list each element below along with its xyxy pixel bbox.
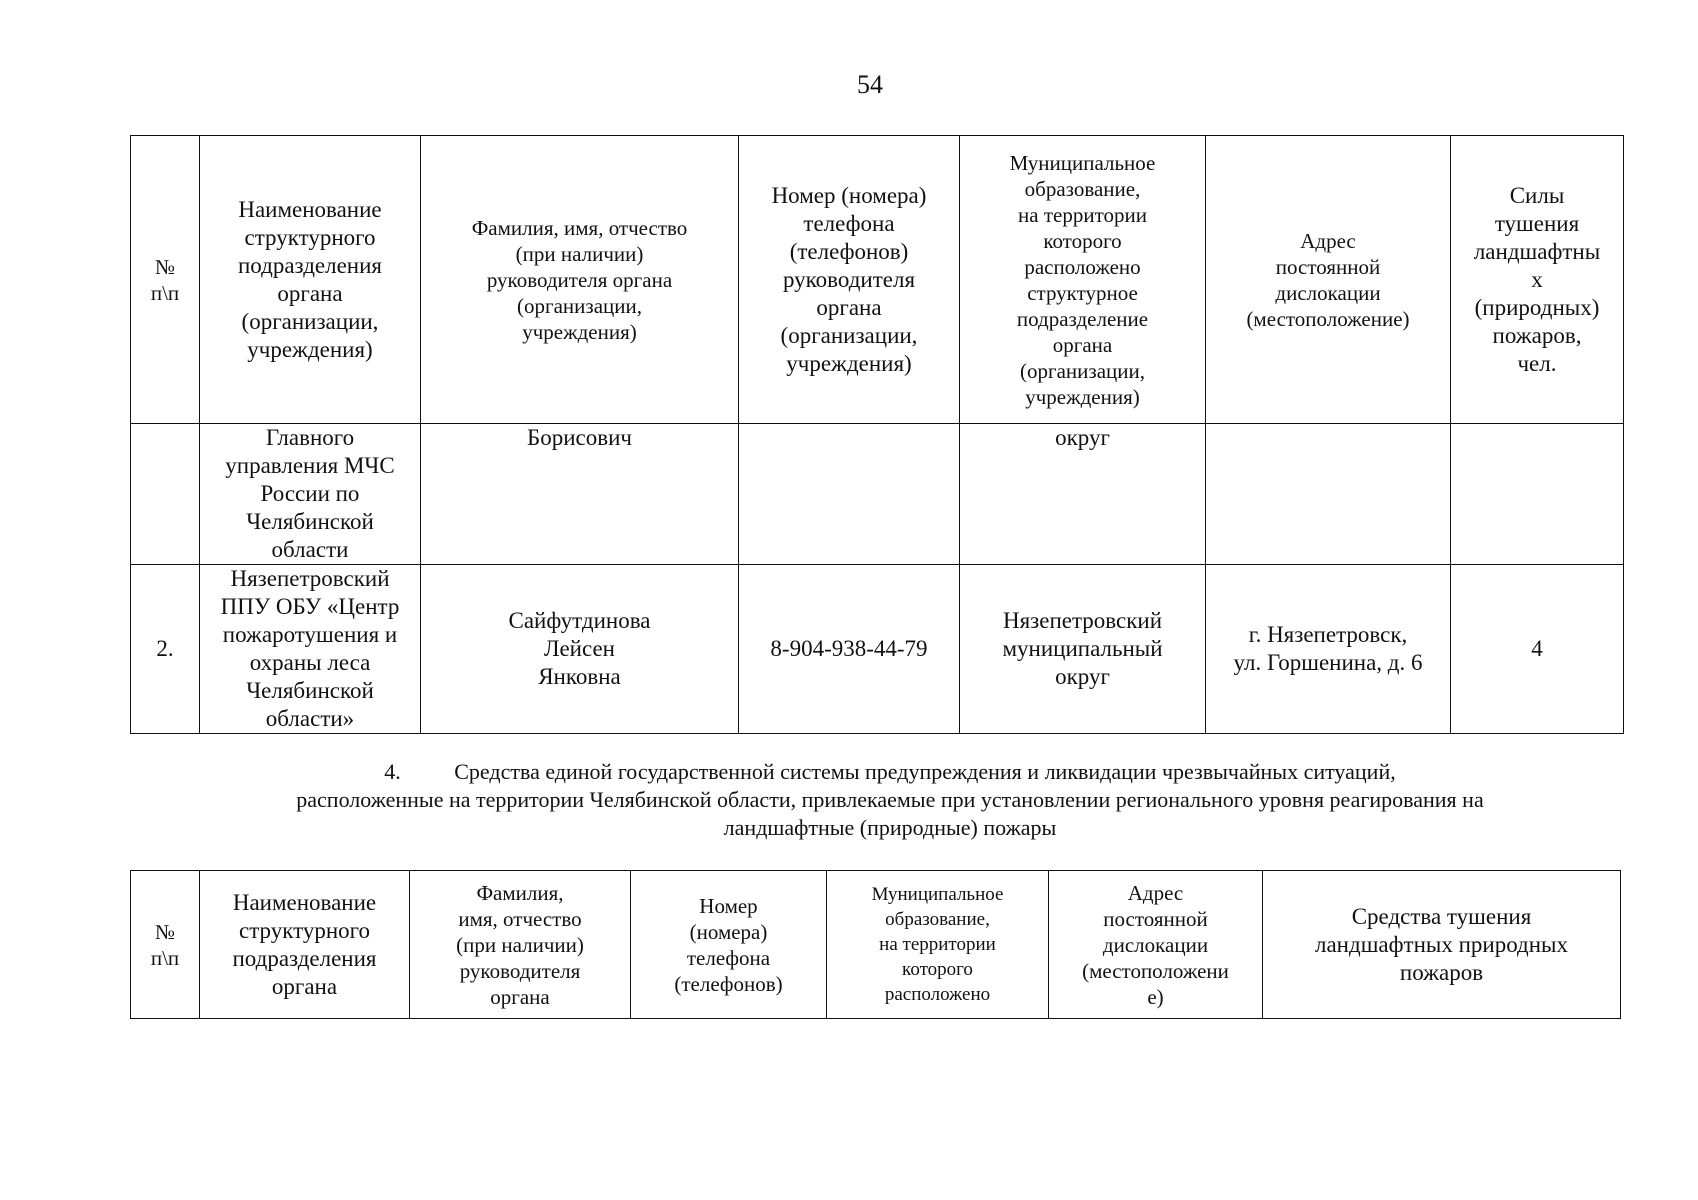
cell-line: № — [154, 254, 176, 279]
row1-num — [131, 424, 200, 565]
cell-line: (организации, — [1020, 358, 1145, 383]
cell-line: Нязепетровский — [1002, 608, 1163, 633]
cell-line: управления МЧС — [225, 453, 395, 478]
row1-name — [200, 424, 421, 565]
row1-forces — [1451, 424, 1624, 565]
cell-line: 8-904-938-44-79 — [770, 636, 928, 661]
cell-line: на территории — [879, 934, 996, 955]
cell-line: (номера) — [689, 919, 768, 944]
header-forces — [1451, 136, 1624, 424]
cell-line: Сайфутдинова — [508, 608, 651, 633]
cell-line: (организации, — [517, 293, 642, 318]
cell-line: п\п — [150, 945, 180, 970]
header2-municipality — [827, 871, 1049, 1019]
header-address — [1206, 136, 1451, 424]
row1-phone — [739, 424, 960, 565]
cell-line: образование, — [885, 909, 990, 930]
cell-line: Адрес — [1300, 228, 1356, 253]
section-number: 4. — [384, 759, 401, 784]
cell-line: Лейсен — [544, 636, 615, 661]
cell-line: расположено — [1024, 254, 1141, 279]
cell-line: которого — [1043, 228, 1122, 253]
header2-fio — [410, 871, 631, 1019]
cell-line: г. Нязепетровск, — [1248, 622, 1408, 647]
cell-line: подразделения — [232, 945, 377, 971]
cell-line: органа — [816, 294, 882, 320]
cell-line: Челябинской — [246, 509, 374, 534]
cell-line: Фамилия, имя, отчество — [471, 215, 688, 240]
header-num — [131, 136, 200, 424]
cell-line: Фамилия, — [476, 880, 564, 905]
cell-line: № — [154, 919, 176, 944]
cell-line: ППУ ОБУ «Центр — [220, 594, 400, 619]
cell-line: Муниципальное — [1009, 150, 1156, 175]
cell-line: органа — [271, 973, 338, 999]
cell-line: руководителя — [782, 266, 916, 292]
cell-line: чел. — [1517, 350, 1557, 376]
cell-line: п\п — [150, 280, 180, 305]
cell-line: области» — [265, 706, 355, 731]
cell-line: х — [1531, 266, 1543, 292]
row2-forces: 4 — [1451, 565, 1624, 734]
cell-line: ул. Горшенина, д. 6 — [1233, 650, 1423, 675]
cell-line: подразделение — [1016, 306, 1149, 331]
cell-line: Наименование — [232, 889, 377, 915]
row2-address — [1206, 565, 1451, 734]
cell-line: которого — [902, 959, 973, 980]
cell-line: структурного — [244, 224, 376, 250]
header2-num — [131, 871, 200, 1019]
cell-line: (местоположение) — [1246, 306, 1410, 331]
cell-line: Борисович — [527, 425, 632, 450]
row2-num: 2. — [131, 565, 200, 734]
cell-line: телефона — [803, 210, 895, 236]
cell-line: (местоположени — [1082, 958, 1229, 983]
table2-header-row — [131, 871, 1621, 1019]
cell-line: (при наличии) — [515, 241, 644, 266]
cell-line: Челябинской — [246, 678, 374, 703]
section-title-line3: ландшафтные (природные) пожары — [723, 815, 1057, 840]
cell-line: ландшафтных природных — [1315, 931, 1568, 957]
table-means — [130, 870, 1621, 1019]
cell-line: тушения — [1494, 210, 1580, 236]
row2-municipality — [960, 565, 1206, 734]
cell-line: расположено — [884, 984, 991, 1005]
cell-line: (телефонов) — [674, 971, 783, 996]
cell-line: Номер (номера) — [771, 182, 927, 208]
cell-line: охраны леса — [249, 650, 371, 675]
cell-line: Адрес — [1127, 880, 1184, 905]
cell-line: образование, — [1024, 176, 1141, 201]
table-row — [131, 424, 1624, 565]
cell-line: Главного — [265, 425, 355, 450]
cell-line: подразделения — [237, 252, 383, 278]
cell-line: на территории — [1018, 202, 1147, 227]
cell-line: руководителя — [459, 958, 581, 983]
row2-name — [200, 565, 421, 734]
cell-line: Янковна — [538, 664, 621, 689]
cell-line: Силы — [1509, 182, 1565, 208]
cell-line: структурного — [238, 917, 371, 943]
row2-phone — [739, 565, 960, 734]
cell-line: учреждения) — [522, 319, 637, 344]
cell-line: е) — [1147, 984, 1164, 1009]
cell-line: телефона — [686, 945, 771, 970]
cell-line: Наименование — [238, 196, 382, 222]
cell-line: пожаротушения и — [222, 622, 398, 647]
section-title-line1: Средства единой государственной системы предупреждения и ликвидации чрезвычайных ситуаций, — [454, 759, 1396, 784]
cell-line: постоянной — [1275, 254, 1381, 279]
cell-line: (природных) — [1474, 294, 1600, 320]
header-phone — [739, 136, 960, 424]
cell-line: округ — [1055, 664, 1110, 689]
row1-municipality — [960, 424, 1206, 565]
cell-line: ландшафтны — [1473, 238, 1601, 264]
cell-line: муниципальный — [1002, 636, 1163, 661]
section-heading-line1 — [240, 758, 1540, 786]
header-fio — [421, 136, 739, 424]
cell-line: структурное — [1027, 280, 1138, 305]
cell-line: области — [271, 537, 349, 562]
row1-address — [1206, 424, 1451, 565]
cell-line: имя, отчество — [458, 906, 582, 931]
cell-line: органа — [277, 280, 343, 306]
cell-line: пожаров, — [1492, 322, 1582, 348]
section-title-line2: расположенные на территории Челябинской области, привлекаемые при установлении регионального уровня реагирования на — [296, 787, 1484, 812]
cell-line: органа — [490, 984, 550, 1009]
cell-line: постоянной — [1103, 906, 1208, 931]
header-name — [200, 136, 421, 424]
table-forces — [130, 135, 1624, 734]
cell-line: пожаров — [1399, 959, 1484, 985]
header2-name — [200, 871, 410, 1019]
header-municipality — [960, 136, 1206, 424]
cell-line: органа — [1052, 332, 1113, 357]
cell-line: (при наличии) — [456, 932, 584, 957]
cell-line: руководителя органа — [486, 267, 673, 292]
cell-line: учреждения) — [1025, 384, 1140, 409]
row2-fio — [421, 565, 739, 734]
cell-line: округ — [1055, 425, 1110, 450]
cell-line: учреждения) — [247, 336, 373, 362]
cell-line: (телефонов) — [789, 238, 909, 264]
header2-address — [1049, 871, 1263, 1019]
cell-line: дислокации — [1275, 280, 1381, 305]
cell-line: Муниципальное — [871, 884, 1004, 905]
cell-line: дислокации — [1102, 932, 1209, 957]
cell-line: учреждения) — [786, 350, 912, 376]
cell-line: Средства тушения — [1351, 903, 1532, 929]
header2-means — [1263, 871, 1621, 1019]
cell-line: России по — [260, 481, 360, 506]
cell-line: (организации, — [780, 322, 918, 348]
header2-phone — [631, 871, 827, 1019]
cell-line: Номер — [699, 893, 758, 918]
row1-fio — [421, 424, 739, 565]
cell-line: Нязепетровский — [230, 566, 390, 591]
cell-line: (организации, — [241, 308, 379, 334]
table1-header-row — [131, 136, 1624, 424]
section-heading — [240, 758, 1540, 842]
page-number: 54 — [857, 70, 883, 99]
table-row — [131, 565, 1624, 734]
